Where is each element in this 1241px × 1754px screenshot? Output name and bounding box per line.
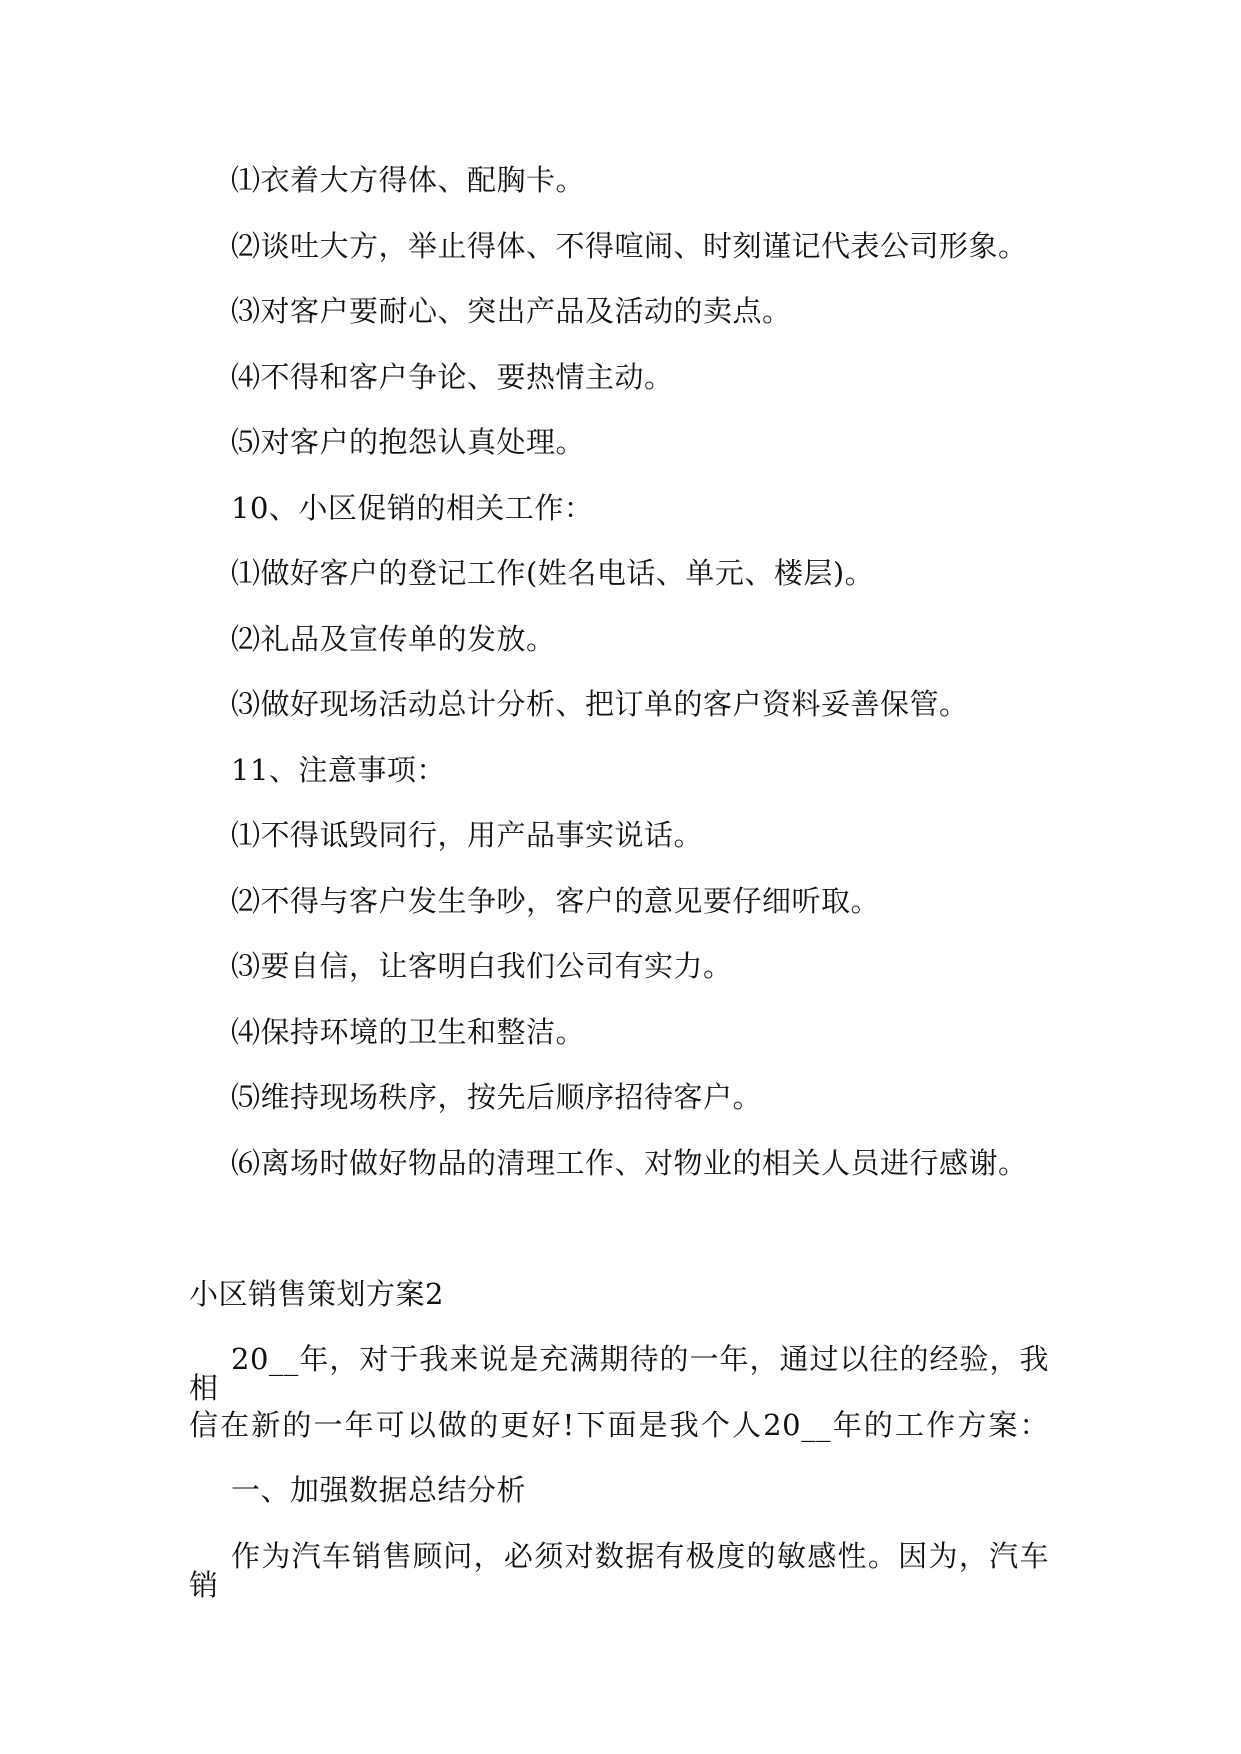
- list-item: ⑵谈吐大方，举止得体、不得喧闹、时刻谨记代表公司形象。: [231, 229, 1028, 263]
- section-heading: 10、小区促销的相关工作：: [231, 491, 594, 525]
- paragraph-text: 信在新的一年可以做的更好!下面是我个人20__年的工作方案：: [189, 1408, 1049, 1442]
- paragraph-line: [189, 1539, 1049, 1602]
- list-item: ⑴衣着大方得体、配胸卡。: [231, 163, 586, 197]
- paragraph-text: 20__年，对于我来说是充满期待的一年，通过以往的经验，我相: [189, 1342, 1049, 1405]
- list-item: ⑵礼品及宣传单的发放。: [231, 622, 556, 656]
- list-item: ⑶对客户要耐心、突出产品及活动的卖点。: [231, 294, 792, 328]
- list-item: ⑹离场时做好物品的清理工作、对物业的相关人员进行感谢。: [231, 1146, 1028, 1180]
- list-item: ⑷保持环境的卫生和整洁。: [231, 1015, 586, 1049]
- list-item: ⑸对客户的抱怨认真处理。: [231, 425, 586, 459]
- list-item: ⑶做好现场活动总计分析、把订单的客户资料妥善保管。: [231, 687, 969, 721]
- document-title: 小区销售策划方案2: [189, 1277, 444, 1311]
- list-item: ⑸维持现场秩序，按先后顺序招待客户。: [231, 1080, 763, 1114]
- list-item: ⑴做好客户的登记工作(姓名电话、单元、楼层)。: [231, 556, 875, 590]
- section-heading: 11、注意事项：: [231, 753, 446, 787]
- paragraph-line: [189, 1408, 1049, 1442]
- list-item: ⑶要自信，让客明白我们公司有实力。: [231, 949, 733, 983]
- paragraph-text: 作为汽车销售顾问，必须对数据有极度的敏感性。因为，汽车销: [189, 1539, 1049, 1602]
- list-item: ⑷不得和客户争论、要热情主动。: [231, 360, 674, 394]
- list-item: ⑴不得诋毁同行，用产品事实说话。: [231, 818, 704, 852]
- section-heading: 一、加强数据总结分析: [231, 1473, 527, 1507]
- list-item: ⑵不得与客户发生争吵，客户的意见要仔细听取。: [231, 884, 881, 918]
- paragraph-line: [189, 1342, 1049, 1405]
